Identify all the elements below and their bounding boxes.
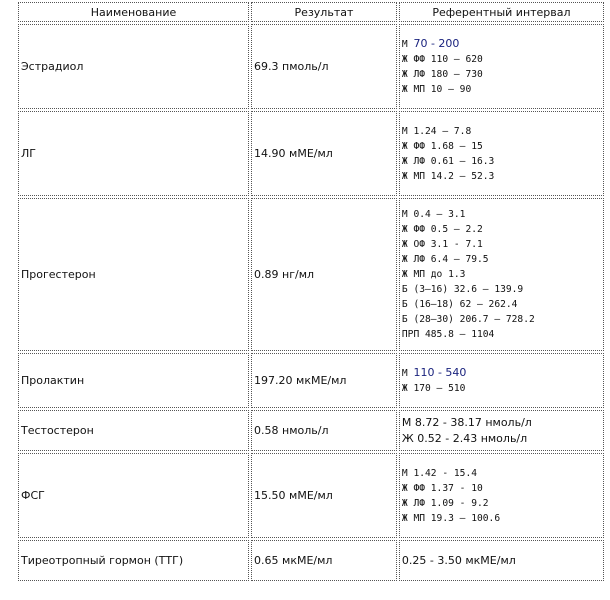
reference-line: Ж ФФ 1.37 - 10: [401, 482, 483, 494]
reference-interval: [399, 453, 604, 538]
reference-line: Ж ЛФ 1.09 - 9.2: [401, 497, 489, 509]
reference-line: Ж ФФ 0.5 – 2.2: [401, 224, 483, 235]
test-result: 14.90 мМЕ/мл: [251, 111, 397, 196]
reference-value-highlight: 70 - 200: [413, 37, 460, 50]
reference-prefix: М: [401, 368, 414, 379]
reference-line: Ж МП до 1.3: [401, 269, 466, 280]
header-result: Результат: [251, 2, 397, 22]
reference-line: Б (16–18) 62 – 262.4: [401, 299, 518, 310]
reference-line: Б (28–30) 206.7 – 728.2: [401, 314, 535, 325]
reference-line: Б (3–16) 32.6 – 139.9: [401, 284, 524, 295]
reference-line: Ж ФФ 1.68 – 15: [401, 140, 483, 152]
reference-line: ПРП 485.8 – 1104: [401, 329, 495, 340]
table-row: [18, 410, 604, 451]
table-row: [18, 540, 604, 581]
reference-line: Ж МП 14.2 – 52.3: [401, 170, 495, 182]
results-body: [18, 24, 604, 581]
header-name: Наименование: [18, 2, 249, 22]
table-row: [18, 24, 604, 109]
reference-prefix: М: [401, 39, 414, 50]
test-result: 197.20 мкМЕ/мл: [251, 353, 397, 408]
reference-line: 0.25 - 3.50 мкМЕ/мл: [401, 553, 516, 567]
test-result: 0.89 нг/мл: [251, 198, 397, 351]
test-result: 15.50 мМЕ/мл: [251, 453, 397, 538]
reference-value-highlight: 110 - 540: [413, 366, 467, 379]
reference-line: М 8.72 - 38.17 нмоль/л: [401, 415, 532, 429]
header-reference: Референтный интервал: [399, 2, 604, 22]
test-name: Тиреотропный гормон (ТТГ): [18, 540, 249, 581]
table-row: [18, 111, 604, 196]
test-result: 0.65 мкМЕ/мл: [251, 540, 397, 581]
reference-line: Ж 170 – 510: [401, 383, 466, 394]
reference-interval: [399, 111, 604, 196]
reference-line: [402, 365, 601, 381]
results-table: [16, 0, 606, 583]
reference-line: Ж 0.52 - 2.43 нмоль/л: [401, 431, 528, 445]
reference-interval: [399, 198, 604, 351]
reference-line: Ж ЛФ 180 – 730: [401, 69, 483, 80]
test-name: ЛГ: [18, 111, 249, 196]
reference-interval: [399, 410, 604, 451]
test-result: 0.58 нмоль/л: [251, 410, 397, 451]
reference-line: М 0.4 – 3.1: [401, 209, 466, 220]
reference-line: Ж ЛФ 0.61 – 16.3: [401, 155, 495, 167]
test-name: Эстрадиол: [18, 24, 249, 109]
test-name: Тестостерон: [18, 410, 249, 451]
table-row: [18, 453, 604, 538]
reference-line: Ж ФФ 110 – 620: [401, 54, 483, 65]
test-name: Прогестерон: [18, 198, 249, 351]
reference-line: Ж ЛФ 6.4 – 79.5: [401, 254, 489, 265]
header-row: [18, 2, 604, 22]
reference-line: Ж МП 19.3 – 100.6: [401, 512, 501, 524]
reference-line: Ж ОФ 3.1 - 7.1: [401, 239, 483, 250]
table-row: [18, 353, 604, 408]
reference-line: [402, 36, 601, 52]
reference-line: Ж МП 10 – 90: [401, 84, 472, 95]
test-name: Пролактин: [18, 353, 249, 408]
reference-line: М 1.42 - 15.4: [401, 467, 477, 479]
test-result: 69.3 пмоль/л: [251, 24, 397, 109]
reference-interval: [399, 24, 604, 109]
test-name: ФСГ: [18, 453, 249, 538]
reference-interval: [399, 540, 604, 581]
reference-line: М 1.24 – 7.8: [401, 125, 472, 137]
reference-interval: [399, 353, 604, 408]
table-row: [18, 198, 604, 351]
